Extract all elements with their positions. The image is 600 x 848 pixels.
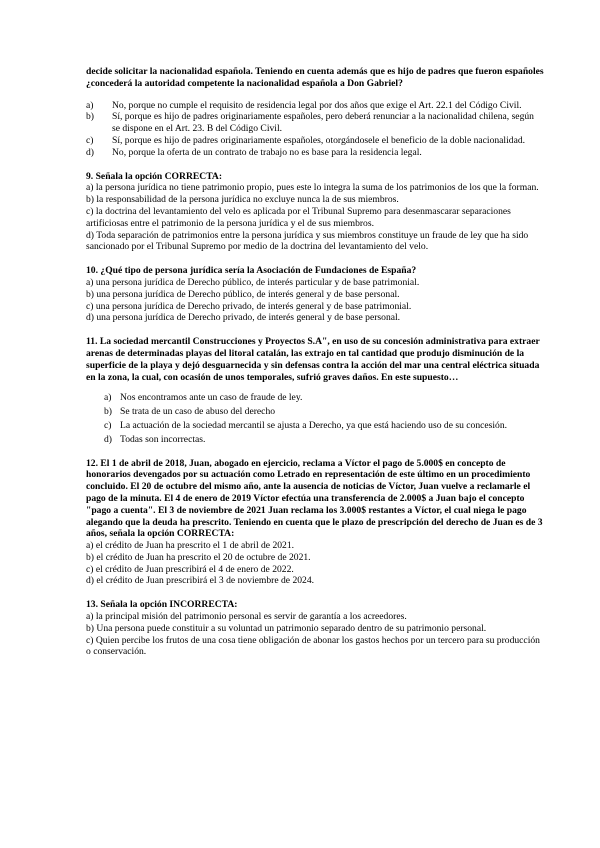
option-a: a) una persona jurídica de Derecho público, de interés particular y de base patrimonial. bbox=[86, 276, 420, 288]
option-a: a) la persona jurídica no tiene patrimonio propio, pues este lo integra la suma de los patrimonios de los que la forman. bbox=[86, 182, 539, 194]
option-c: c) La actuación de la sociedad mercantil se ajusta a Derecho, ya que está haciendo uso de su concesión. bbox=[104, 419, 508, 431]
question-10 bbox=[86, 265, 544, 324]
question-11-options bbox=[86, 392, 544, 445]
question-8-options bbox=[86, 100, 544, 159]
question-13-title: 13. Señala la opción INCORRECTA: bbox=[86, 599, 238, 611]
question-11-title: 11. La sociedad mercantil Construcciones y Proyectos S.A", en uso de su concesión administrativa para extraer arenas de determinadas playas del litoral catalán, las extrajo en tal cantidad que produjo disminución de la superficie de la playa y dejó desguarnecida y sin defensas contra la acción del mar una central eléctrica situada en la zona, la cual, con ocasión de unos temporales, sufrió graves daños. En este supuesto… bbox=[86, 336, 540, 383]
question-12-title: 12. El 1 de abril de 2018, Juan, abogado en ejercicio, reclama a Víctor el pago de 5.000$ en concepto de honorarios devengados por su actuación como Letrado en representación de este último en un procedimiento concluido. El 20 de octubre del mismo año, ante la ausencia de noticias de Víctor, Juan vuelve a reclamarle el pago de la minuta. El 4 de enero de 2019 Víctor efectúa una transferencia de 2.000$ a Juan bajo el concepto "pago a cuenta". El 3 de noviembre de 2021 Juan reclama los 3.000$ restantes a Víctor, el cual niega le pago alegando que la deuda ha prescrito. Teniendo en cuenta que le plazo de prescripción del derecho de Juan es de 3 años, señala la opción CORRECTA: bbox=[86, 457, 543, 540]
option-d: d) Toda separación de patrimonios entre la persona jurídica y sus miembros constituye un fraude de ley que ha sido sancionado por el Tribunal Supremo por medio de la doctrina del levantamiento del velo. bbox=[86, 229, 529, 253]
option-d: d) No, porque la oferta de un contrato de trabajo no es base para la residencia legal. bbox=[86, 146, 422, 158]
option-c: c) el crédito de Juan prescribirá el 4 de enero de 2022. bbox=[86, 563, 294, 575]
option-d: d) el crédito de Juan prescribirá el 3 de noviembre de 2024. bbox=[86, 575, 315, 587]
option-c: c) Quien percibe los frutos de una cosa tiene obligación de abonar los gastos hechos por un tercero para su producción o conservación. bbox=[86, 634, 540, 658]
option-c: c) Sí, porque es hijo de padres originariamente españoles, otorgándosele el beneficio de la doble nacionalidad. bbox=[86, 134, 526, 146]
option-c: c) la doctrina del levantamiento del velo es aplicada por el Tribunal Supremo para desenmascarar separaciones artificiosas entre el patrimonio de la persona jurídica y el de sus miembros. bbox=[86, 205, 511, 229]
option-b: b) Una persona puede constituir a su voluntad un patrimonio separado dentro de su patrimonio personal. bbox=[86, 622, 487, 634]
option-b: b) Sí, porque es hijo de padres originariamente españoles, pero deberá renunciar a la nacionalidad chilena, según se dispone en el Art. 23. B del Código Civil. bbox=[86, 111, 534, 135]
option-b: b) Se trata de un caso de abuso del derecho bbox=[104, 406, 276, 418]
document-body bbox=[86, 66, 544, 658]
question-9 bbox=[86, 171, 544, 254]
question-12 bbox=[86, 458, 544, 588]
question-9-title: 9. Señala la opción CORRECTA: bbox=[86, 170, 223, 182]
question-8-tail: decide solicitar la nacionalidad española. Teniendo en cuenta además que es hijo de padres que fueron españoles ¿concederá la autoridad competente la nacionalidad española a Don Gabriel? bbox=[86, 66, 544, 89]
option-c: c) una persona jurídica de Derecho privado, de interés general y de base patrimonial. bbox=[86, 300, 412, 312]
option-a: a) la principal misión del patrimonio personal es servir de garantía a los acreedores. bbox=[86, 611, 407, 623]
option-a: a) No, porque no cumple el requisito de residencia legal por dos años que exige el Art. 22.1 del Código Civil. bbox=[86, 99, 522, 111]
option-b: b) el crédito de Juan ha prescrito el 20 de octubre de 2021. bbox=[86, 551, 311, 563]
option-d: d) Todas son incorrectas. bbox=[104, 433, 206, 445]
question-13 bbox=[86, 599, 544, 658]
question-10-title: 10. ¿Qué tipo de persona jurídica sería la Asociación de Fundaciones de España? bbox=[86, 265, 417, 277]
option-a: a) Nos encontramos ante un caso de fraude de ley. bbox=[104, 392, 303, 404]
option-a: a) el crédito de Juan ha prescrito el 1 de abril de 2021. bbox=[86, 540, 295, 552]
question-11 bbox=[86, 336, 544, 445]
option-b: b) una persona jurídica de Derecho público, de interés general y de base personal. bbox=[86, 288, 400, 300]
option-b: b) la responsabilidad de la persona jurídica no excluye nunca la de sus miembros. bbox=[86, 194, 399, 206]
option-d: d) una persona jurídica de Derecho privado, de interés general y de base personal. bbox=[86, 312, 401, 324]
